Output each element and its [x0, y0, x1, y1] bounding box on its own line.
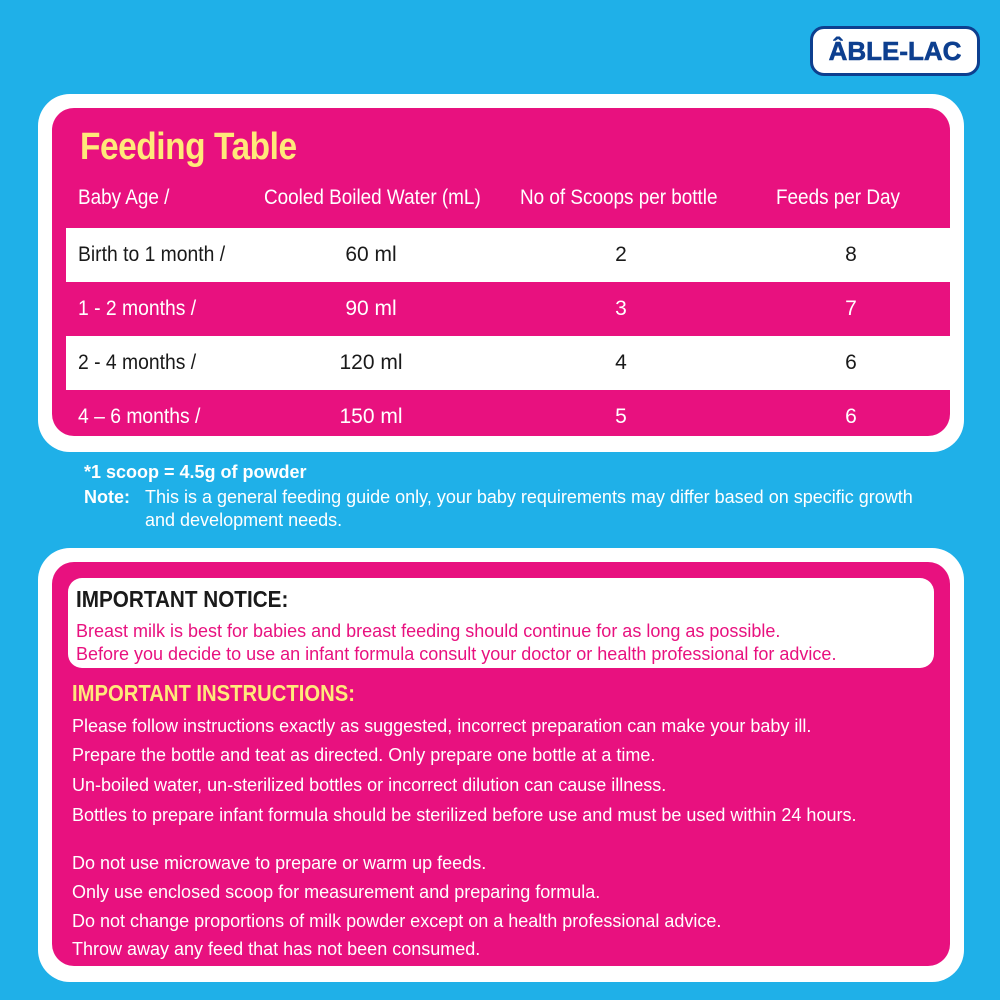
instruction-item: Bottles to prepare infant formula should be sterilized before use and must be used within 24 hours.	[72, 805, 857, 825]
cell-age: Birth to 1 month /	[78, 243, 226, 266]
guide-note	[84, 486, 944, 532]
instruction-item: Please follow instructions exactly as suggested, incorrect preparation can make your baby ill.	[72, 716, 812, 736]
cell-feeds: 6	[845, 405, 857, 428]
important-card	[38, 548, 964, 982]
feeding-table-panel	[52, 108, 950, 436]
cell-water: 60 ml	[345, 243, 397, 266]
cell-feeds: 6	[845, 351, 857, 374]
cell-water: 90 ml	[345, 297, 397, 320]
instruction-item: Un-boiled water, un-sterilized bottles or incorrect dilution can cause illness.	[72, 775, 667, 795]
notice-box	[68, 578, 934, 668]
cell-age: 4 – 6 months /	[78, 405, 201, 428]
table-row	[66, 228, 950, 282]
table-row	[66, 390, 950, 436]
instruction-item: Only use enclosed scoop for measurement and preparing formula.	[72, 882, 601, 902]
instruction-item: Do not change proportions of milk powder except on a health professional advice.	[72, 911, 722, 931]
feeding-table-card	[38, 94, 964, 452]
cell-scoops: 5	[615, 405, 627, 428]
cell-scoops: 3	[615, 297, 627, 320]
cell-water: 150 ml	[339, 405, 403, 428]
cell-scoops: 2	[615, 243, 627, 266]
note-label: Note:	[84, 487, 130, 507]
cell-water: 120 ml	[339, 351, 403, 374]
notice-line: Breast milk is best for babies and breast feeding should continue for as long as possible.	[76, 621, 781, 641]
header-water: Cooled Boiled Water (mL)	[264, 186, 481, 209]
notice-line: Before you decide to use an infant formula consult your doctor or health professional for advice.	[76, 644, 837, 664]
logo-text: ÂBLE-LAC	[828, 36, 962, 66]
table-row	[66, 282, 950, 336]
table-row	[66, 336, 950, 390]
note-text: This is a general feeding guide only, your baby requirements may differ based on specific growth and development needs.	[145, 487, 913, 530]
header-feeds: Feeds per Day	[776, 186, 900, 209]
instructions-title: IMPORTANT INSTRUCTIONS:	[72, 680, 355, 706]
instruction-item: Prepare the bottle and teat as directed. Only prepare one bottle at a time.	[72, 745, 656, 765]
header-scoops: No of Scoops per bottle	[520, 186, 718, 209]
cell-scoops: 4	[615, 351, 627, 374]
cell-feeds: 7	[845, 297, 857, 320]
cell-feeds: 8	[845, 243, 857, 266]
scoop-note: *1 scoop = 4.5g of powder	[84, 462, 307, 482]
brand-logo	[810, 26, 980, 76]
header-baby-age: Baby Age /	[78, 186, 170, 209]
feeding-table-title: Feeding Table	[80, 126, 297, 168]
notice-title: IMPORTANT NOTICE:	[76, 586, 289, 612]
cell-age: 2 - 4 months /	[78, 351, 197, 374]
important-panel	[52, 562, 950, 966]
feeding-notes	[84, 462, 913, 530]
logo-wordmark	[815, 31, 975, 71]
instruction-item: Throw away any feed that has not been consumed.	[72, 939, 481, 959]
cell-age: 1 - 2 months /	[78, 297, 197, 320]
instruction-item: Do not use microwave to prepare or warm up feeds.	[72, 853, 487, 873]
